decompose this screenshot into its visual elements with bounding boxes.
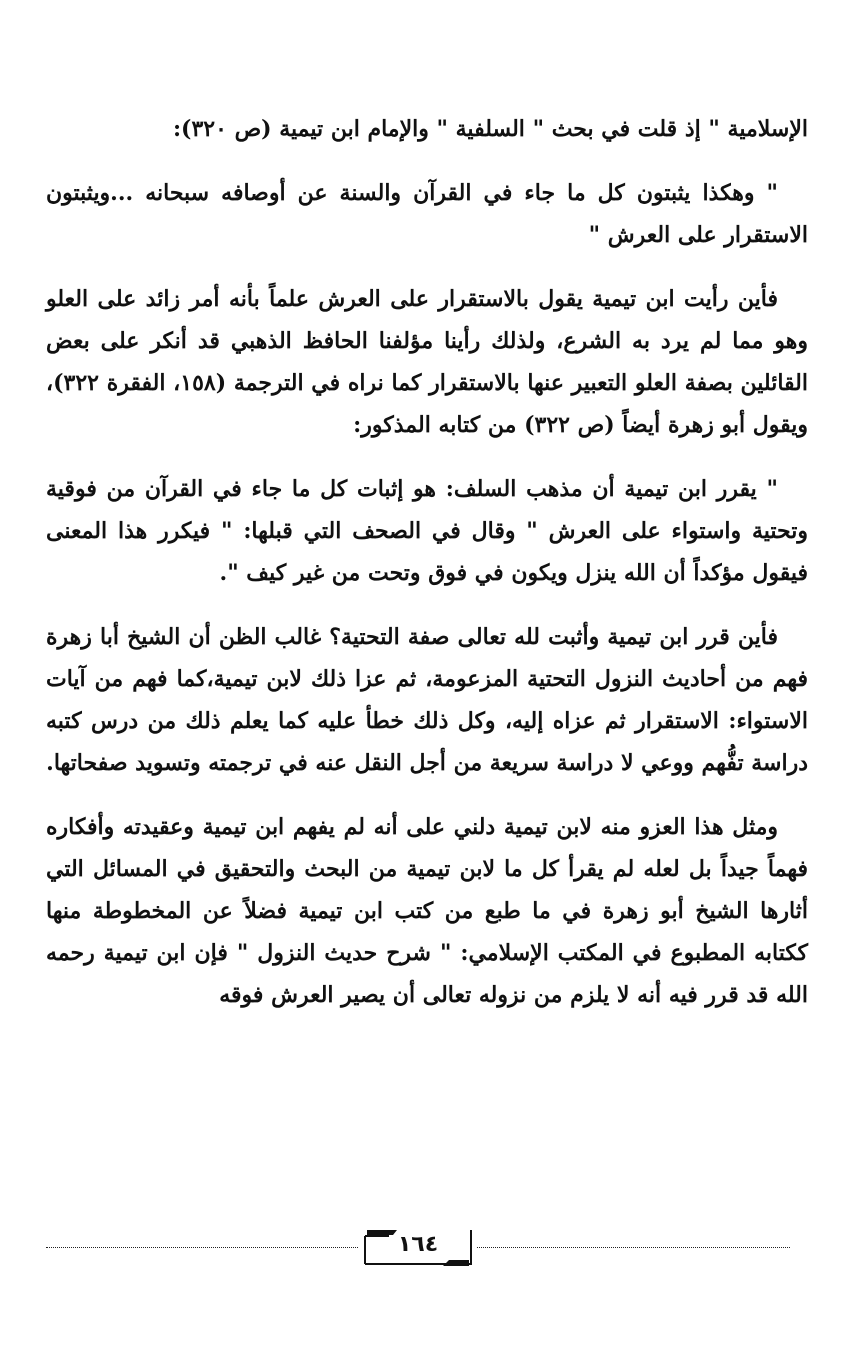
page-number: ١٦٤	[397, 1232, 439, 1257]
body-text	[46, 108, 808, 1016]
paragraph-6: ومثل هذا العزو منه لابن تيمية دلني على أنه لم يفهم ابن تيمية وعقيدته وأفكاره فهماً جيداً بل لعله لم يقرأ كل ما لابن تيمية من البحث والتحقيق في المسائل التي أثارها الشيخ أبو زهرة في ما طبع من كتب ابن تيمية فضلاً عن المخطوطة منها ككتابه المطبوع في المكتب الإسلامي: " شرح حديث النزول " فإن ابن تيمية رحمه الله قد قرر فيه أنه لا يلزم من نزوله تعالى أن يصير العرش فوقه	[46, 814, 808, 1008]
paragraph-1: الإسلامية " إذ قلت في بحث " السلفية " والإمام ابن تيمية (ص ٣٢٠):	[172, 116, 808, 142]
page-footer	[46, 1222, 790, 1272]
paragraph-5: فأين قرر ابن تيمية وأثبت لله تعالى صفة التحتية؟ غالب الظن أن الشيخ أبا زهرة فهم من أحاديث النزول التحتية المزعومة، ثم عزا ذلك لابن تيمية،كما فهم من آيات الاستواء: الاستقرار ثم عزاه إليه، وكل ذلك خطأ عليه كما يعلم ذلك من درس كتبه دراسة تفُّهم ووعي لا دراسة سريعة من أجل النقل عنه في ترجمته وتسويد صفحاتها.	[46, 624, 808, 776]
paragraph-2-quote: " وهكذا يثبتون كل ما جاء في القرآن والسنة عن أوصافه سبحانه ...ويثبتون الاستقرار على العرش "	[46, 180, 808, 248]
page-number-frame	[359, 1226, 477, 1268]
paragraph-4-quote: " يقرر ابن تيمية أن مذهب السلف: هو إثبات كل ما جاء في القرآن من فوقية وتحتية واستواء على العرش " وقال في الصحف التي قبلها: " فيكرر هذا المعنى فيقول مؤكداً أن الله ينزل ويكون في فوق وتحت من غير كيف ".	[46, 476, 808, 586]
paragraph-3: فأين رأيت ابن تيمية يقول بالاستقرار على العرش علماً بأنه أمر زائد على العلو وهو مما لم يرد به الشرع، ولذلك رأينا مؤلفنا الحافظ الذهبي قد أنكر على بعض القائلين بصفة العلو التعبير عنها بالاستقرار كما نراه في الترجمة (١٥٨، الفقرة ٣٢٢)، ويقول أبو زهرة أيضاً (ص ٣٢٢) من كتابه المذكور:	[46, 286, 808, 438]
